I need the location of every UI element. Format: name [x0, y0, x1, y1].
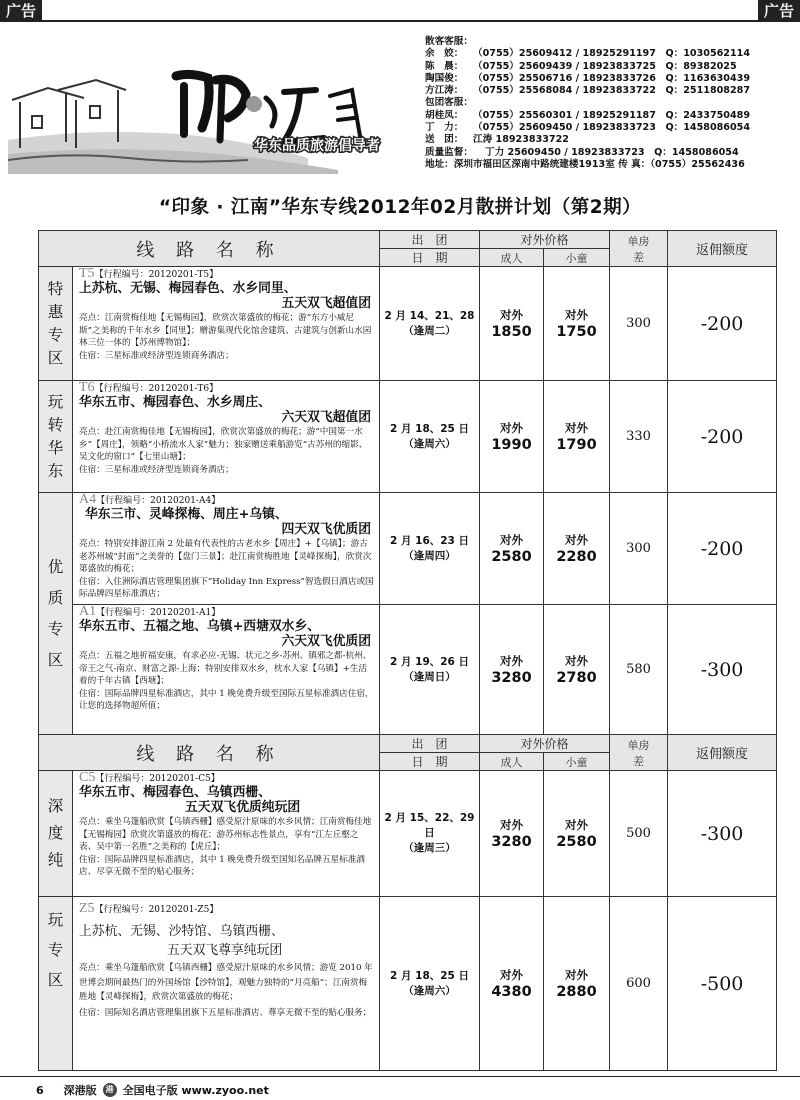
- child-price: 对外 1750: [544, 267, 610, 381]
- section-label: 优质专区: [39, 493, 73, 735]
- address: 地址：深圳市福田区深南中路统建楼1913室 传 真：（0755）25562436: [425, 158, 745, 170]
- route-table-2: [38, 734, 777, 1071]
- contact-panel: [425, 36, 797, 171]
- child-price: 对外 1790: [544, 381, 610, 493]
- adult-price: 对外 2580: [480, 493, 544, 605]
- route-table-1: [38, 230, 777, 735]
- departure-date: 2 月 19、26 日 （逢周日）: [380, 605, 480, 735]
- header-rebate: 返佣额度: [668, 735, 777, 771]
- route-title: 五天双飞超值团: [281, 296, 372, 312]
- single-supplement: 500: [610, 771, 668, 897]
- route-highlight: 亮点：乘坐乌篷船欣赏【乌镇西栅】感受原汁原味的水乡风情；游览 2010 年世博会期间最热门的外国场馆【沙特馆】，观魅力独特的“月亮船”；江南赏梅胜地【灵峰探梅】，欣赏次第盛放的梅花；: [79, 963, 373, 1003]
- route-stay: 住宿：国际知名酒店管理集团旗下五星标准酒店、尊享无微不至的贴心服务；: [79, 1007, 372, 1018]
- table-row: [39, 493, 777, 605]
- route-title: 四天双飞优质团: [281, 522, 372, 538]
- single-supplement: 600: [610, 897, 668, 1071]
- rebate: -300: [668, 771, 777, 897]
- header-single: 单房 差: [610, 231, 668, 267]
- route-highlight: 亮点：乘坐乌篷船欣赏【乌镇西栅】感受原汁原味的水乡风情；江南赏梅佳地【无锡梅园】欣赏次第盛放的梅花；游苏州标志性景点，享有“江左丘壑之表、吴中第一名胜”之美称的【虎丘】；: [79, 817, 372, 852]
- section-label: 玩转华东: [39, 381, 73, 493]
- contact-row: 送 团： 江涛 18923833722: [425, 134, 569, 146]
- route-title: 六天双飞超值团: [281, 410, 372, 426]
- child-price: 对外 2880: [544, 897, 610, 1071]
- route-title: 六天双飞优质团: [281, 634, 372, 650]
- route-detail: T5【行程编号：20120201-T5】 上苏杭、无锡、梅园春色、水乡同里、 五天双飞超值团 亮点：江南赏梅佳地【无锡梅园】，欣赏次第盛放的梅花；游“东方小威尼斯”之美称的千年水乡【同里】；赠游集现代化馆舍建筑、古建筑与创新山水园林三位一体的【苏州博物馆】； 住宿：三星标准或经济型连锁商务酒店；: [73, 267, 380, 381]
- adult-price: 对外 4380: [480, 897, 544, 1071]
- header-price: 对外价格: [480, 231, 610, 249]
- contact-row: 陈 晨： （0755）25609439 / 18923833725 Q：89382025: [425, 60, 737, 72]
- header-date-2: 日 期: [380, 249, 480, 267]
- route-highlight: 亮点：赴江南赏梅佳地【无锡梅园】，欣赏次第盛放的梅花；游“中国第一水乡”【周庄】，领略“小桥流水人家”魅力；独家赠送乘船游览“古苏州的缩影、吴文化的窗口”【七里山塘】；: [79, 427, 368, 462]
- table-row: [39, 605, 777, 735]
- route-title: 华东五市、梅园春色、乌镇西栅、: [79, 785, 271, 801]
- brand-logo: [8, 62, 393, 174]
- route-title: 五天双飞尊享纯玩团: [167, 943, 283, 959]
- header-route-name: 线 路 名 称: [39, 735, 380, 771]
- route-stay: 住宿：三星标准或经济型连锁商务酒店；: [79, 351, 234, 362]
- route-stay: 住宿：国际品牌四星标准酒店，其中 1 晚免费升级至国知名品牌五星标准酒店、尽享无微不至的贴心服务；: [79, 855, 365, 878]
- route-highlight: 亮点：特别安排游江南 2 处最有代表性的古老水乡【周庄】+【乌镇】；游古老苏州城“封面”之美誉的【盘门三景】；赴江南赏梅胜地【灵峰探梅】，欣赏次第盛放的梅花；: [79, 539, 372, 574]
- route-title: 上苏杭、无锡、梅园春色、水乡同里、: [79, 281, 297, 297]
- header-date-2: 日 期: [380, 753, 480, 771]
- rebate: -300: [668, 605, 777, 735]
- table-row: [39, 267, 777, 381]
- rebate: -200: [668, 493, 777, 605]
- header-child: 小童: [544, 753, 610, 771]
- route-title: 华东三市、灵峰探梅、周庄+乌镇、: [85, 507, 288, 523]
- route-highlight: 亮点：五福之地祈福安康，有求必应-无锡、状元之乡-苏州、镇邪之都-杭州、帝王之气-南京、财富之源-上海；特别安排双水乡，枕水人家【乌镇】+生活着的千年古镇【西塘】；: [79, 651, 372, 686]
- contact-row: 方江涛： （0755）25568084 / 18923833722 Q：2511808287: [425, 85, 751, 97]
- contact-row: 陶国俊： （0755）25506716 / 18923833726 Q：1163630439: [425, 72, 751, 84]
- header-route-name: 线 路 名 称: [39, 231, 380, 267]
- table-row: [39, 897, 777, 1071]
- scatter-title: 散客客服：: [425, 36, 473, 47]
- route-stay: 住宿：入住洲际酒店管理集团旗下“Holiday Inn Express”智选假日酒店或国际品牌四星标准酒店；: [79, 577, 374, 600]
- route-highlight: 亮点：江南赏梅佳地【无锡梅园】，欣赏次第盛放的梅花；游“东方小威尼斯”之美称的千年水乡【同里】；赠游集现代化馆舍建筑、古建筑与创新山水园林三位一体的【苏州博物馆】；: [79, 313, 372, 348]
- section-label: 深度纯: [39, 771, 73, 897]
- header-date-1: 出 团: [380, 231, 480, 249]
- brand-slogan: 华东品质旅游倡导者: [254, 138, 380, 154]
- top-rule: [0, 20, 800, 22]
- rebate: -200: [668, 267, 777, 381]
- section-label: 玩专区: [39, 897, 73, 1071]
- rebate: -500: [668, 897, 777, 1071]
- ad-label-right: 广告: [758, 0, 800, 22]
- table-header: [39, 735, 777, 753]
- departure-date: 2 月 18、25 日 （逢周六）: [380, 381, 480, 493]
- route-stay: 住宿：国际品牌四星标准酒店，其中 1 晚免费升级至国际五星标准酒店住宿，让您的选择物超所值；: [79, 689, 374, 712]
- adult-price: 对外 1990: [480, 381, 544, 493]
- route-title: 华东五市、梅园春色、水乡周庄、: [79, 395, 271, 411]
- route-title: 上苏杭、无锡、沙特馆、乌镇西栅、: [79, 924, 284, 940]
- route-detail: Z5【行程编号：20120201-Z5】 上苏杭、无锡、沙特馆、乌镇西栅、 五天双飞尊享纯玩团 亮点：乘坐乌篷船欣赏【乌镇西栅】感受原汁原味的水乡风情；游览 2010 年世博会期间最热门的外国场馆【沙特馆】，观魅力独特的“月亮船”；江南赏梅胜地【灵峰探梅】，欣赏次第盛放的梅花； 住宿：国际知名酒店管理集团旗下五星标准酒店、尊享无微不至的贴心服务；: [73, 897, 380, 1071]
- website-link[interactable]: 全国电子版 www.zyoo.net: [122, 1084, 269, 1097]
- page-number: 6: [36, 1083, 44, 1097]
- contact-row: 丁 力： （0755）25609450 / 18923833723 Q：1458086054: [425, 122, 751, 134]
- route-detail: C5【行程编号：20120201-C5】 华东五市、梅园春色、乌镇西栅、 五天双飞优质纯玩团 亮点：乘坐乌篷船欣赏【乌镇西栅】感受原汁原味的水乡风情；江南赏梅佳地【无锡梅园】欣赏次第盛放的梅花；游苏州标志性景点，享有“江左丘壑之表、吴中第一名胜”之美称的【虎丘】； 住宿：国际品牌四星标准酒店，其中 1 晚免费升级至国知名品牌五星标准酒店、尽享无微不至的贴心服务；: [73, 771, 380, 897]
- contact-row: 胡桂凤： （0755）25560301 / 18925291187 Q：2433750489: [425, 109, 751, 121]
- departure-date: 2 月 16、23 日 （逢周四）: [380, 493, 480, 605]
- header-adult: 成人: [480, 249, 544, 267]
- bottom-rule: [0, 1076, 800, 1077]
- header-date-1: 出 团: [380, 735, 480, 753]
- adult-price: 对外 3280: [480, 771, 544, 897]
- table-header: [39, 231, 777, 249]
- footer: [36, 1082, 269, 1098]
- table-row: [39, 771, 777, 897]
- child-price: 对外 2280: [544, 493, 610, 605]
- route-detail: A4【行程编号：20120201-A4】 华东三市、灵峰探梅、周庄+乌镇、 四天双飞优质团 亮点：特别安排游江南 2 处最有代表性的古老水乡【周庄】+【乌镇】；游古老苏州城“封面”之美誉的【盘门三景】；赴江南赏梅胜地【灵峰探梅】，欣赏次第盛放的梅花； 住宿：入住洲际酒店管理集团旗下“Holiday Inn Express”智选假日酒店或国际品牌四星标准酒店；: [73, 493, 380, 605]
- child-price: 对外 2780: [544, 605, 610, 735]
- route-stay: 住宿：三星标准或经济型连锁商务酒店；: [79, 465, 234, 476]
- route-detail: T6【行程编号：20120201-T6】 华东五市、梅园春色、水乡周庄、 六天双飞超值团 亮点：赴江南赏梅佳地【无锡梅园】，欣赏次第盛放的梅花；游“中国第一水乡”【周庄】，领略“小桥流水人家”魅力；独家赠送乘船游览“古苏州的缩影、吴文化的窗口”【七里山塘】； 住宿：三星标准或经济型连锁商务酒店；: [73, 381, 380, 493]
- single-supplement: 580: [610, 605, 668, 735]
- rebate: -200: [668, 381, 777, 493]
- edition-badge-icon: 港: [103, 1083, 117, 1097]
- single-supplement: 300: [610, 493, 668, 605]
- section-label: 特惠专区: [39, 267, 73, 381]
- route-title: 华东五市、五福之地、乌镇+西塘双水乡、: [79, 619, 321, 635]
- quality-row: 质量监督： 丁力 25609450 / 18923833723 Q：1458086054: [425, 146, 739, 158]
- header-adult: 成人: [480, 753, 544, 771]
- departure-date: 2 月 14、21、28 （逢周二）: [380, 267, 480, 381]
- single-supplement: 300: [610, 267, 668, 381]
- single-supplement: 330: [610, 381, 668, 493]
- table-row: [39, 381, 777, 493]
- edition-label: 深港版: [63, 1084, 97, 1097]
- page-title: “印象 · 江南”华东专线2012年02月散拼计划（第2期）: [158, 197, 642, 218]
- ad-label-left: 广告: [0, 0, 42, 22]
- contact-row: 余 姣： （0755）25609412 / 18925291197 Q：1030562114: [425, 48, 751, 60]
- departure-date: 2 月 18、25 日 （逢周六）: [380, 897, 480, 1071]
- adult-price: 对外 3280: [480, 605, 544, 735]
- departure-date: 2 月 15、22、29 日 （逢周三）: [380, 771, 480, 897]
- header-single: 单房 差: [610, 735, 668, 771]
- group-title: 包团客服：: [425, 97, 473, 109]
- route-detail: A1【行程编号：20120201-A1】 华东五市、五福之地、乌镇+西塘双水乡、 六天双飞优质团 亮点：五福之地祈福安康，有求必应-无锡、状元之乡-苏州、镇邪之都-杭州、帝王之气-南京、财富之源-上海；特别安排双水乡，枕水人家【乌镇】+生活着的千年古镇【西塘】； 住宿：国际品牌四星标准酒店，其中 1 晚免费升级至国际五星标准酒店住宿，让您的选择物超所值；: [73, 605, 380, 735]
- route-title: 五天双飞优质纯玩团: [185, 800, 301, 816]
- child-price: 对外 2580: [544, 771, 610, 897]
- header-rebate: 返佣额度: [668, 231, 777, 267]
- header-child: 小童: [544, 249, 610, 267]
- header-price: 对外价格: [480, 735, 610, 753]
- adult-price: 对外 1850: [480, 267, 544, 381]
